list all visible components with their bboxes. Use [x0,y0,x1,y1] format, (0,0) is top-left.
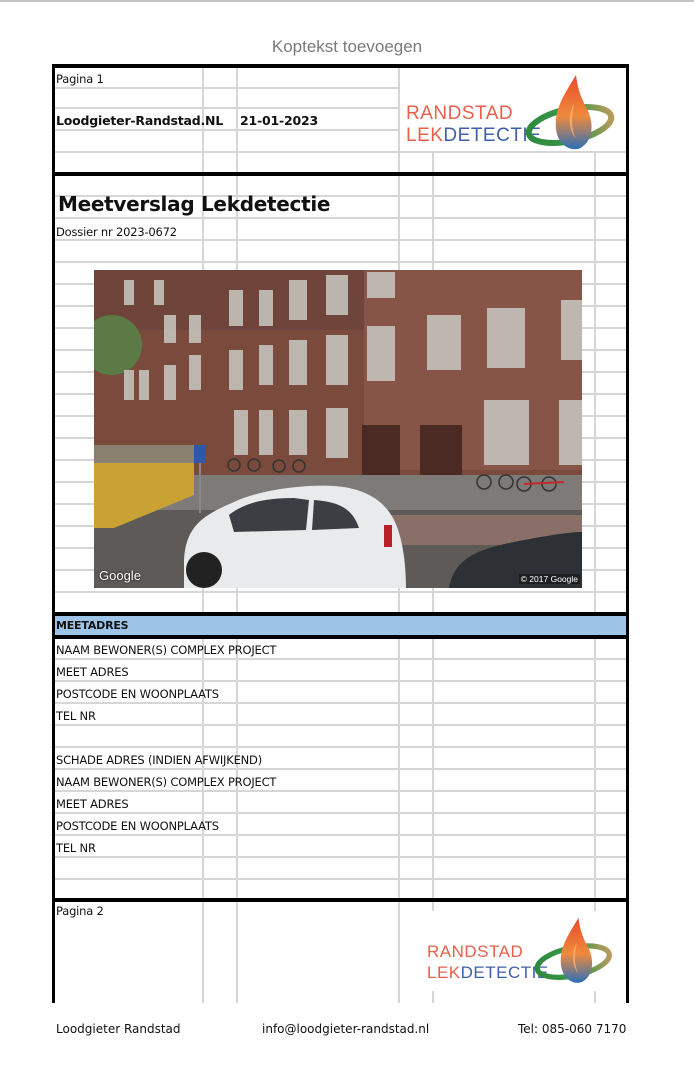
section-border [52,898,629,902]
footer-company: Loodgieter Randstad [56,1022,181,1036]
gridline [53,724,628,726]
logo-text-lekdetectie [406,125,541,147]
flame-drop-icon [533,915,617,989]
gridline [53,217,628,219]
field-label-meet-adres: MEET ADRES [56,665,129,679]
field-label-naam-bewoners-schade: NAAM BEWONER(S) COMPLEX PROJECT [56,775,277,789]
company-name[interactable]: Loodgieter-Randstad.NL [56,113,224,128]
field-label-tel-nr: TEL NR [56,709,96,723]
randstad-lekdetectie-logo-page2 [427,915,617,990]
gridline [53,834,628,836]
field-label-meet-adres-schade: MEET ADRES [56,797,129,811]
page-label-2: Pagina 2 [56,904,104,918]
field-label-postcode-woonplaats: POSTCODE EN WOONPLAATS [56,687,219,701]
gridline [53,658,628,660]
logo-text-lekdetectie [427,963,549,983]
page-label: Pagina 1 [56,72,104,86]
logo-text-lek: LEK [427,963,461,982]
right-border [626,65,629,1003]
section-border [52,172,629,176]
gridline [53,680,628,682]
gridline [53,790,628,792]
field-label-tel-nr-schade: TEL NR [56,841,96,855]
google-watermark: Google [99,568,141,583]
flame-drop-icon [524,73,620,155]
gridline [53,812,628,814]
copyright-watermark: © 2017 Google [520,574,578,584]
schade-adres-heading: SCHADE ADRES (INDIEN AFWIJKEND) [56,753,262,767]
report-title: Meetverslag Lekdetectie [58,192,331,216]
footer-phone: Tel: 085-060 7170 [518,1022,627,1036]
dossier-number: Dossier nr 2023-0672 [56,225,177,239]
gridline [53,746,628,748]
gridline [53,856,628,858]
logo-text-lek: LEK [406,125,444,146]
gridline [53,878,628,880]
meetadres-heading: MEETADRES [56,619,129,632]
street-photo-image [94,270,582,588]
randstad-lekdetectie-logo [406,71,621,155]
meetadres-band [53,615,628,635]
gridline [53,107,401,109]
gridline [53,591,628,593]
street-view-photo[interactable] [94,270,582,588]
section-border [52,64,629,68]
report-date[interactable]: 21-01-2023 [240,113,318,128]
gridline [53,702,628,704]
add-header-placeholder[interactable]: Koptekst toevoegen [271,37,423,56]
gridline [53,261,628,263]
gridline [53,129,401,131]
footer-email[interactable]: info@loodgieter-randstad.nl [262,1022,430,1036]
logo-text-detectie: DETECTIE [443,125,542,146]
gridline [594,65,596,1003]
logo-text-randstad: RANDSTAD [406,103,514,124]
left-border [52,65,55,1003]
field-label-naam-bewoners: NAAM BEWONER(S) COMPLEX PROJECT [56,643,277,657]
window-top-edge [0,0,694,2]
section-border [52,612,629,616]
field-label-postcode-woonplaats-schade: POSTCODE EN WOONPLAATS [56,819,219,833]
gridline [53,239,628,241]
logo-text-randstad: RANDSTAD [427,942,524,961]
spreadsheet-page [53,65,628,1003]
logo-text-detectie: DETECTIE [460,963,549,982]
gridline [53,768,628,770]
section-border [52,635,629,639]
